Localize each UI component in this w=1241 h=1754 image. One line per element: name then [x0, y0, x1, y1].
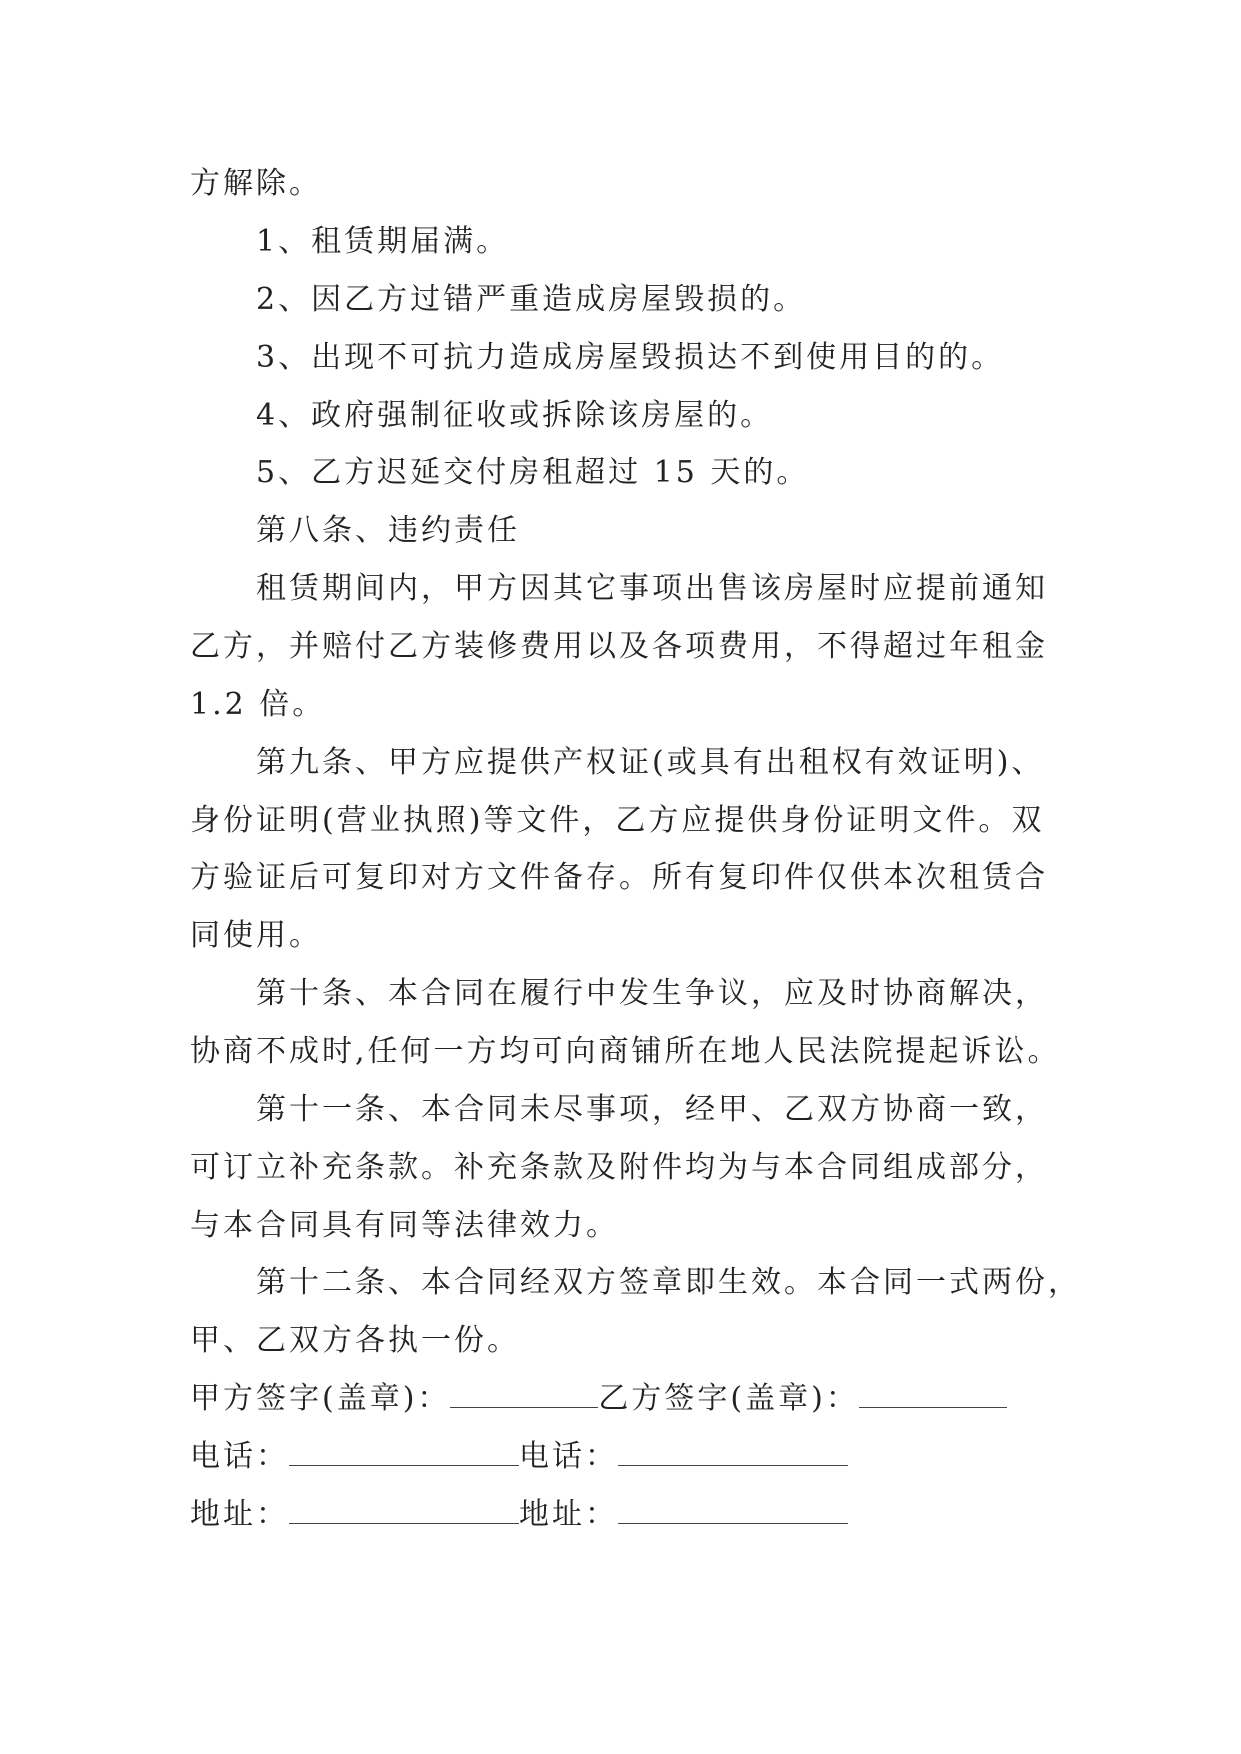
text-line: 方验证后可复印对方文件备存。所有复印件仅供本次租赁合 [190, 860, 1048, 895]
party-b-address-label: 地址： [519, 1497, 618, 1532]
text-line: 第十二条、本合同经双方签章即生效。本合同一式两份， [256, 1265, 1081, 1300]
text-line: 可订立补充条款。补充条款及附件均为与本合同组成部分， [190, 1150, 1048, 1185]
text-line: 第九条、甲方应提供产权证(或具有出租权有效证明)、 [256, 745, 1045, 780]
list-item: 5、乙方迟延交付房租超过 15 天的。 [256, 455, 810, 490]
list-item: 2、因乙方过错严重造成房屋毁损的。 [256, 282, 807, 317]
text-line: 第十一条、本合同未尽事项，经甲、乙双方协商一致， [256, 1092, 1048, 1127]
list-item: 1、租赁期届满。 [256, 224, 510, 259]
party-a-address-blank[interactable] [289, 1497, 519, 1524]
party-a-signature-label: 甲方签字(盖章)： [190, 1381, 451, 1416]
phone-line [190, 1437, 1060, 1477]
party-a-phone-label: 电话： [190, 1439, 289, 1474]
list-item: 3、出现不可抗力造成房屋毁损达不到使用目的的。 [256, 340, 1005, 375]
text-line: 甲、乙双方各执一份。 [190, 1323, 520, 1358]
section-heading: 第八条、违约责任 [256, 513, 520, 548]
address-line [190, 1495, 1060, 1535]
text-line: 租赁期间内，甲方因其它事项出售该房屋时应提前通知 [256, 571, 1048, 606]
text-line: 与本合同具有同等法律效力。 [190, 1208, 619, 1243]
text-line: 身份证明(营业执照)等文件，乙方应提供身份证明文件。双 [190, 803, 1045, 838]
party-b-address-blank[interactable] [618, 1497, 848, 1524]
text-line: 协商不成时,任何一方均可向商铺所在地人民法院提起诉讼。 [190, 1034, 1061, 1069]
list-item: 4、政府强制征收或拆除该房屋的。 [256, 398, 774, 433]
party-a-address-label: 地址： [190, 1497, 289, 1532]
text-line: 第十条、本合同在履行中发生争议，应及时协商解决， [256, 976, 1048, 1011]
signature-line [190, 1379, 1060, 1419]
text-line: 1.2 倍。 [190, 687, 326, 722]
party-a-signature-blank[interactable] [450, 1381, 598, 1408]
party-a-phone-blank[interactable] [289, 1439, 519, 1466]
party-b-signature-label: 乙方签字(盖章)： [598, 1381, 859, 1416]
text-line: 同使用。 [190, 918, 322, 953]
party-b-signature-blank[interactable] [859, 1381, 1007, 1408]
text-line: 乙方，并赔付乙方装修费用以及各项费用，不得超过年租金 [190, 629, 1048, 664]
party-b-phone-label: 电话： [519, 1439, 618, 1474]
text-line: 方解除。 [190, 166, 322, 201]
party-b-phone-blank[interactable] [618, 1439, 848, 1466]
